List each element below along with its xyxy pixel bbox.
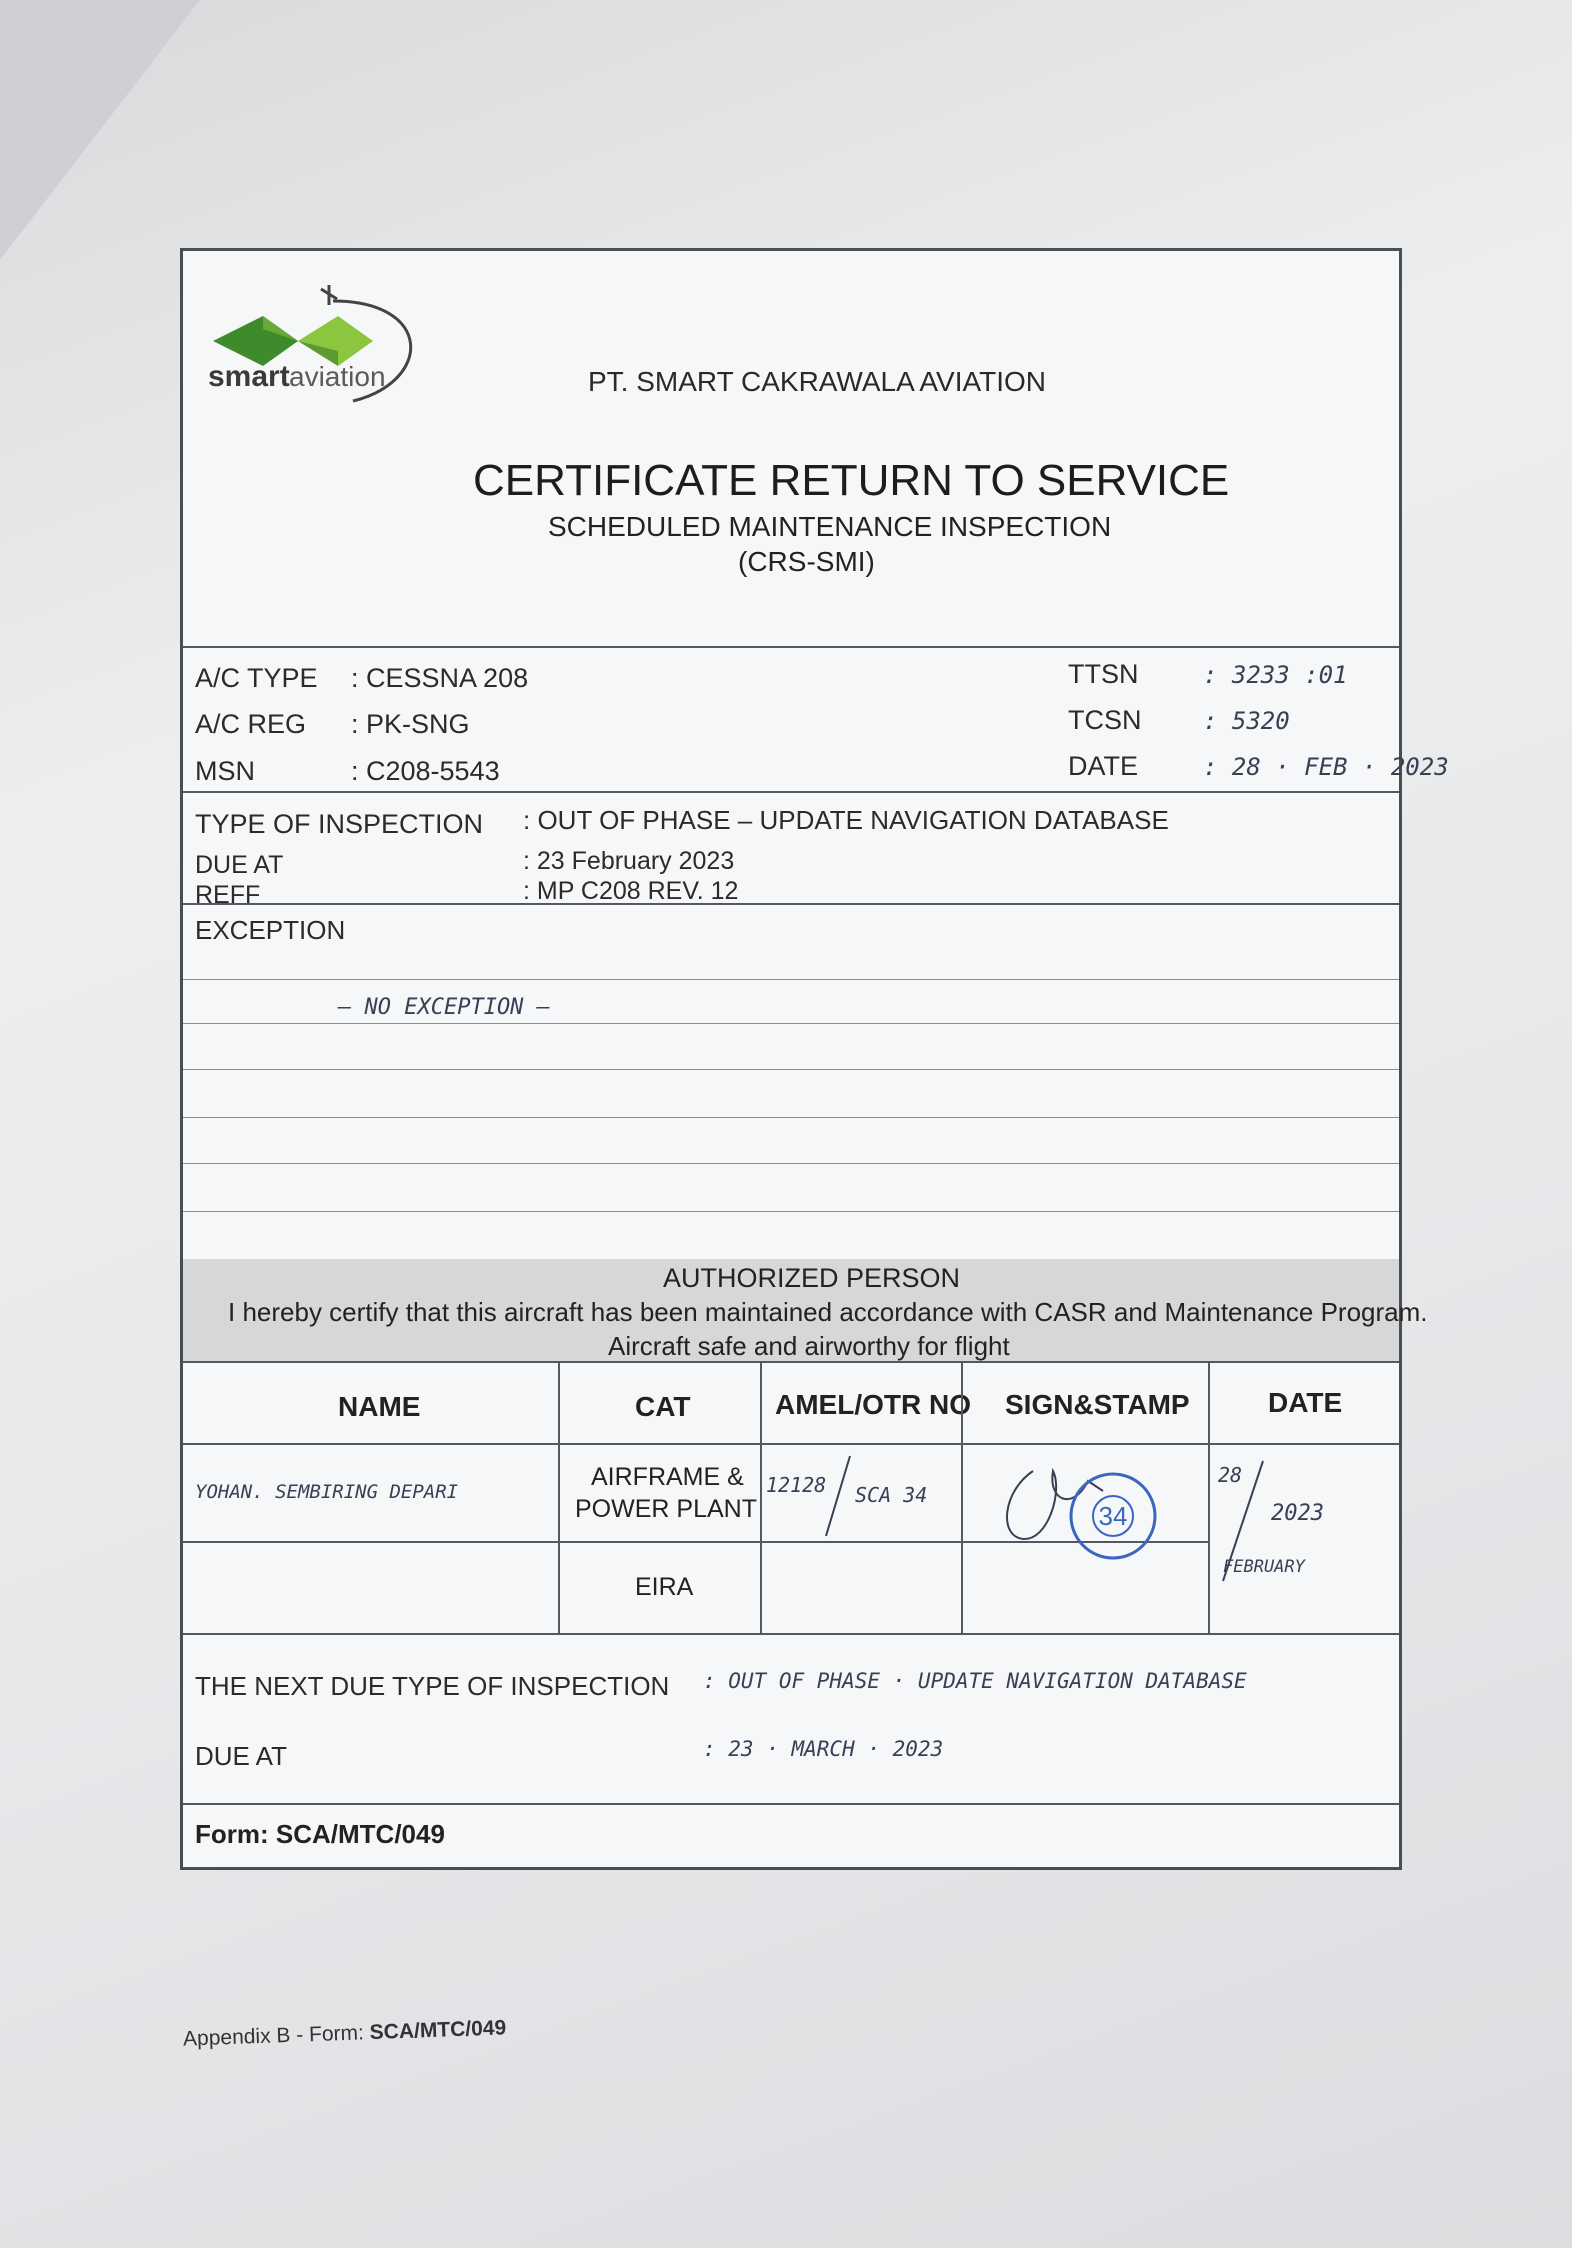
next-type-label: THE NEXT DUE TYPE OF INSPECTION: [195, 1671, 670, 1701]
tcsn-value: : 5320: [1203, 707, 1290, 735]
divider-inspection: [183, 903, 1399, 905]
date-label: DATE: [1068, 751, 1139, 781]
reff-label: REFF: [195, 881, 261, 909]
row2-cat: EIRA: [635, 1573, 694, 1601]
ac-type-value: : CESSNA 208: [351, 663, 529, 693]
tcsn-label: TCSN: [1068, 705, 1142, 735]
authorized-heading: AUTHORIZED PERSON: [663, 1263, 961, 1293]
ac-reg-value: : PK-SNG: [351, 709, 470, 739]
col-line-2: [760, 1361, 762, 1633]
paper-fold-shadow: [0, 0, 200, 260]
exception-line-1: [183, 979, 1399, 980]
msn-value: : C208-5543: [351, 756, 500, 786]
divider-aircraft: [183, 791, 1399, 793]
inspection-type-label: TYPE OF INSPECTION: [195, 809, 484, 839]
stamp-icon: [1058, 1461, 1168, 1571]
exception-line-5: [183, 1163, 1399, 1164]
appendix-note: [183, 2016, 507, 2051]
logo-brand-bold: smart: [208, 360, 290, 393]
row1-name: YOHAN. SEMBIRING DEPARI: [195, 1481, 459, 1503]
exception-line-3: [183, 1069, 1399, 1070]
exception-note: – NO EXCEPTION –: [338, 995, 550, 1020]
authorized-statement: I hereby certify that this aircraft has been maintained accordance with CASR and Maintenance Program.: [228, 1297, 1428, 1327]
next-due-value: : 23 · MARCH · 2023: [703, 1737, 944, 1761]
th-cat: CAT: [635, 1391, 691, 1422]
exception-line-4: [183, 1117, 1399, 1118]
logo-mark-icon: [203, 271, 463, 431]
row1-date-month: FEBRUARY: [1223, 1557, 1305, 1577]
row1-date-day: 28: [1218, 1463, 1243, 1487]
table-header-line: [183, 1443, 1399, 1445]
smart-aviation-logo: [203, 271, 463, 431]
msn-label: MSN: [195, 756, 255, 786]
certificate-code: (CRS-SMI): [738, 546, 875, 577]
col-line-4: [1208, 1361, 1210, 1633]
row1-cat-2: POWER PLANT: [575, 1495, 757, 1523]
due-at-label: DUE AT: [195, 851, 284, 879]
th-name: NAME: [338, 1391, 421, 1422]
col-line-1: [558, 1361, 560, 1633]
appendix-code: SCA/MTC/049: [369, 2016, 507, 2045]
th-sign: SIGN&STAMP: [1005, 1389, 1190, 1420]
table-bottom-line: [183, 1633, 1399, 1635]
crs-form: [180, 248, 1449, 1870]
inspection-type-value: : OUT OF PHASE – UPDATE NAVIGATION DATABASE: [523, 805, 1169, 835]
ac-type-label: A/C TYPE: [195, 663, 318, 693]
next-due-label: DUE AT: [195, 1741, 287, 1771]
reff-value: : MP C208 REV. 12: [523, 877, 739, 905]
company-stamp: [1058, 1461, 1168, 1571]
stamp-number: 34: [1098, 1501, 1128, 1531]
form-code: Form: SCA/MTC/049: [195, 1819, 445, 1849]
table-top-line: [183, 1361, 1399, 1363]
authorized-statement-2: Aircraft safe and airworthy for flight: [608, 1331, 1010, 1361]
company-name: PT. SMART CAKRAWALA AVIATION: [588, 366, 1046, 397]
certificate-title: CERTIFICATE RETURN TO SERVICE: [473, 456, 1230, 505]
exception-label: EXCEPTION: [195, 915, 346, 945]
exception-line-2: [183, 1023, 1399, 1024]
date-value: : 28 · FEB · 2023: [1203, 753, 1449, 781]
next-type-value: : OUT OF PHASE · UPDATE NAVIGATION DATABASE: [703, 1669, 1247, 1693]
ttsn-value: : 3233 :01: [1203, 661, 1348, 689]
amel-slash-icon: [818, 1451, 858, 1541]
divider-header: [183, 646, 1399, 648]
exception-line-6: [183, 1211, 1399, 1212]
th-date: DATE: [1268, 1387, 1343, 1418]
row1-date-year: 2023: [1271, 1501, 1324, 1526]
row1-cat-1: AIRFRAME &: [591, 1463, 744, 1491]
divider-footer: [183, 1803, 1399, 1805]
row1-amel-a: 12128: [766, 1473, 827, 1497]
due-at-value: : 23 February 2023: [523, 847, 735, 875]
certificate-subtitle: SCHEDULED MAINTENANCE INSPECTION: [548, 511, 1112, 542]
col-line-3: [961, 1361, 963, 1633]
ac-reg-label: A/C REG: [195, 709, 307, 739]
logo-brand-light: aviation: [289, 361, 386, 392]
row1-amel-b: SCA 34: [855, 1483, 928, 1507]
appendix-prefix: Appendix B - Form:: [182, 2021, 371, 2051]
ttsn-label: TTSN: [1068, 659, 1139, 689]
th-amel: AMEL/OTR NO: [775, 1389, 971, 1420]
